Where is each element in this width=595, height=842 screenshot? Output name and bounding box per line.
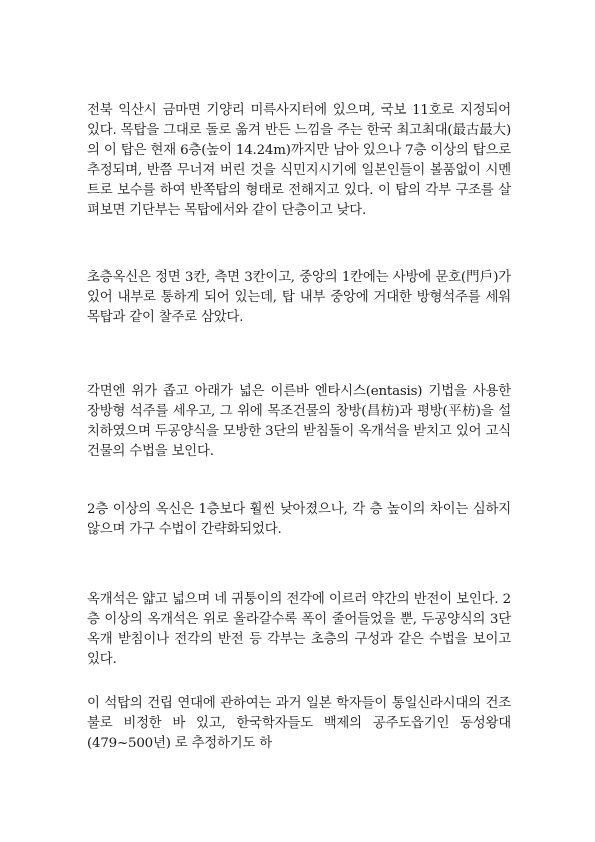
paragraph-intro: 전북 익산시 금마면 기양리 미륵사지터에 있으며, 국보 11호로 지정되어 있다. 목탑을 그대로 돌로 옮겨 반든 느낌을 주는 한국 최고최대(最古最大)의 이 탑은 현재 6층(높이 14.24m)까지만 남아 있으나 7층 이상의 탑으로 추정되며, 반쯤 무너져 버린 것을 식민지시기에 일본인들이 볼품없이 시멘트로 보수를 하여 반쪽탑의 형태로 전해지고 있다. 이 탑의 각부 구조를 살펴보면 기단부는 목탑에서와 같이 단층이고 낮다. (87, 103, 511, 218)
paragraph-dating: 이 석탑의 건립 연대에 관하여는 과거 일본 학자들이 통일신라시대의 건조불로 비정한 바 있고, 한국학자들도 백제의 공주도읍기인 동성왕대 (479~500년) 로 추정하기도 하 (87, 696, 511, 751)
paragraph-first-story: 초층옥신은 정면 3칸, 측면 3칸이고, 중앙의 1칸에는 사방에 문호(門戶)가 있어 내부로 통하게 되어 있는데, 탑 내부 중앙에 거대한 방형석주를 세워 목탑과 같이 찰주로 삼았다. (87, 270, 511, 325)
paragraph-entasis: 각면엔 위가 좁고 아래가 넓은 이른바 엔타시스(entasis) 기법을 사용한 장방형 석주를 세우고, 그 위에 목조건물의 창방(昌枋)과 평방(平枋)을 설치하였으며 두공양식을 모방한 3단의 받침돌이 옥개석을 받치고 있어 고식건물의 수법을 보인다. (87, 384, 511, 459)
paragraph-upper-stories: 2층 이상의 옥신은 1층보다 훨씬 낮아졌으나, 각 층 높이의 차이는 심하지 않으며 가구 수법이 간략화되었다. (87, 502, 511, 537)
paragraph-roof-stones: 옥개석은 얇고 넓으며 네 귀퉁이의 전각에 이르러 약간의 반전이 보인다. 2층 이상의 옥개석은 위로 올라갈수록 폭이 줄어들었을 뿐, 두공양식의 3단 옥개 받침이나 전각의 반전 등 각부는 초층의 구성과 같은 수법을 보이고 있다. (87, 592, 511, 667)
